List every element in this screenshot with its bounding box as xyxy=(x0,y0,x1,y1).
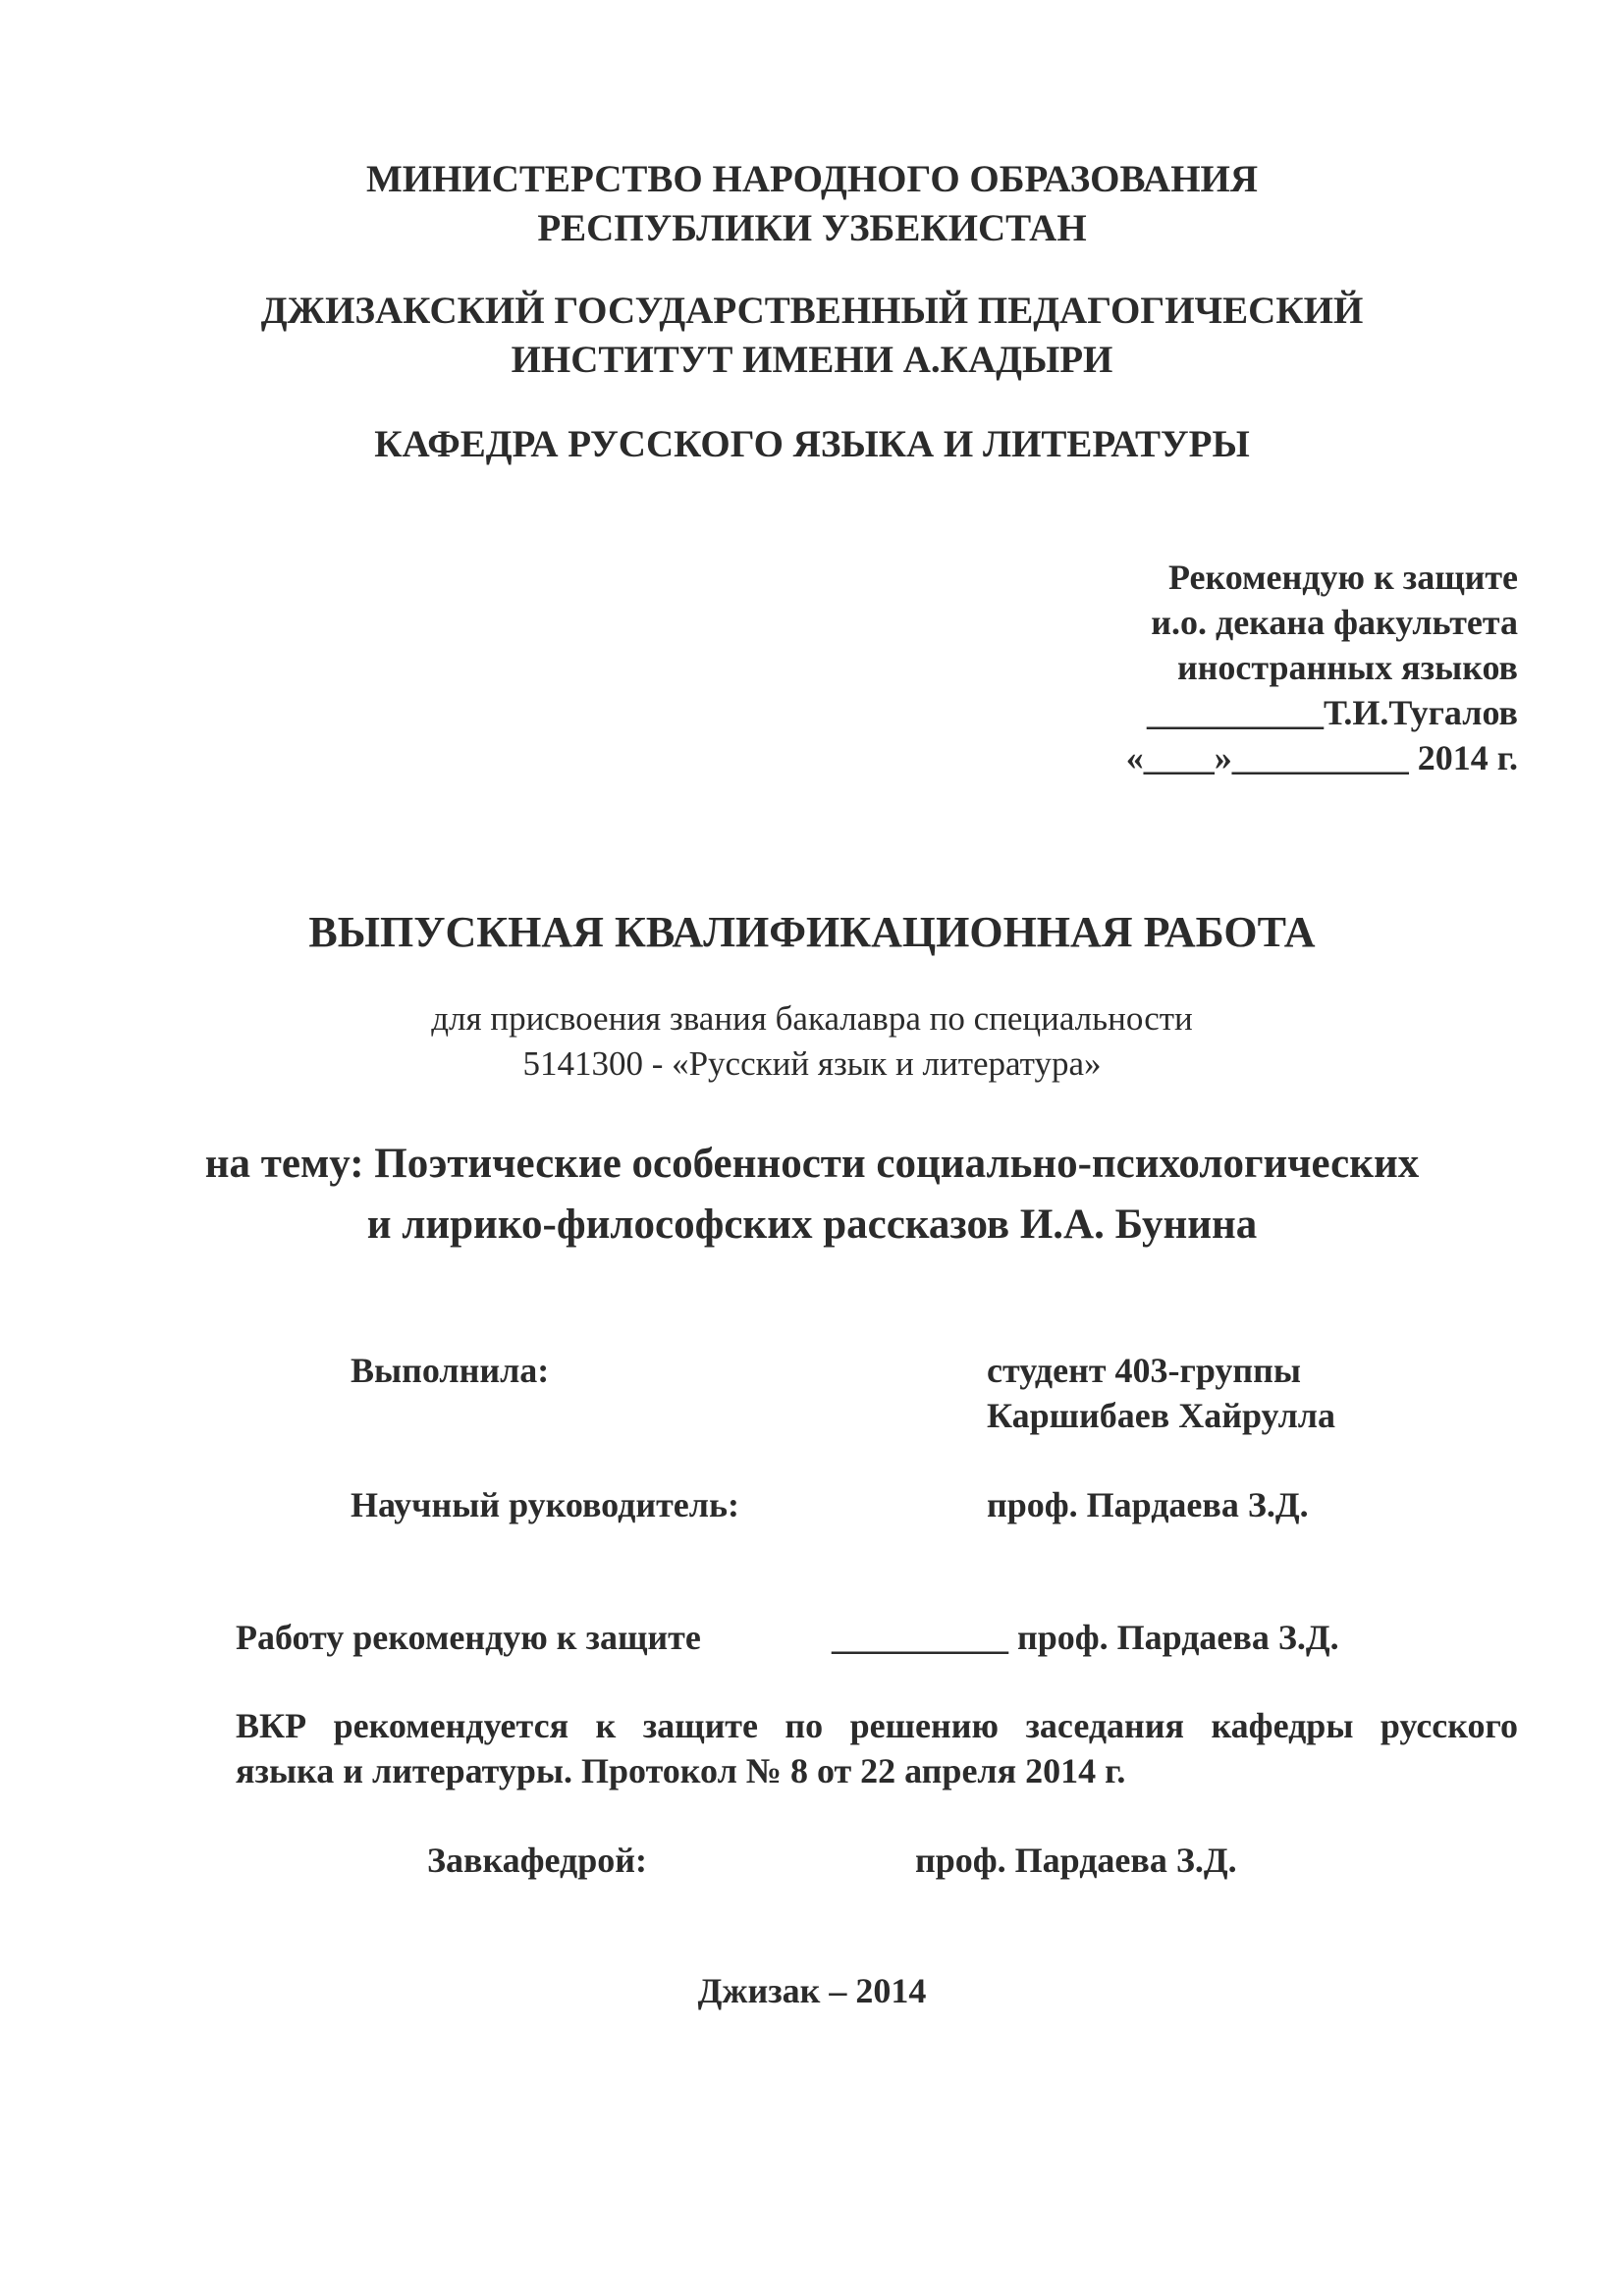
approval-line-1: Рекомендую к защите xyxy=(1167,558,1518,597)
approval-line-3: иностранных языков xyxy=(1176,648,1518,687)
head-of-department-value: проф. Пардаева З.Д. xyxy=(915,1841,1237,1880)
executed-student-name: Каршибаев Хайрулла xyxy=(987,1396,1335,1435)
institute-line-1: ДЖИЗАКСКИЙ ГОСУДАРСТВЕННЫЙ ПЕДАГОГИЧЕСКИЙ xyxy=(260,290,1364,332)
topic-line-1: на тему: Поэтические особенности социально-психологических xyxy=(204,1141,1420,1187)
recommendation-signature: __________ проф. Пардаева З.Д. xyxy=(832,1618,1339,1657)
recommendation-label: Работу рекомендую к защите xyxy=(236,1618,701,1657)
work-title: ВЫПУСКНАЯ КВАЛИФИКАЦИОННАЯ РАБОТА xyxy=(308,908,1316,956)
vkr-line-1: ВКР рекомендуется к защите по решению заседания кафедры русского xyxy=(236,1706,1518,1745)
institute-line-2: ИНСТИТУТ ИМЕНИ А.КАДЫРИ xyxy=(511,339,1113,381)
ministry-line-1: МИНИСТЕРСТВО НАРОДНОГО ОБРАЗОВАНИЯ xyxy=(365,158,1259,200)
executed-label: Выполнила: xyxy=(351,1351,550,1390)
degree-line-1: для присвоения звания бакалавра по специальности xyxy=(431,999,1193,1038)
executed-group: студент 403-группы xyxy=(987,1351,1302,1390)
institute-heading xyxy=(0,287,1624,385)
executed-value xyxy=(987,1348,1335,1438)
degree-description xyxy=(0,996,1624,1087)
ministry-line-2: РЕСПУБЛИКИ УЗБЕКИСТАН xyxy=(537,207,1087,249)
approval-line-4: __________Т.И.Тугалов xyxy=(1146,693,1518,732)
head-of-department-label: Завкафедрой: xyxy=(427,1841,648,1880)
topic-line-2: и лирико-философских рассказов И.А. Бунина xyxy=(366,1201,1258,1248)
approval-line-2: и.о. декана факультета xyxy=(1151,603,1518,642)
work-topic xyxy=(0,1134,1624,1255)
supervisor-value: проф. Пардаева З.Д. xyxy=(987,1485,1309,1524)
approval-block xyxy=(831,555,1518,780)
vkr-protocol-text xyxy=(236,1703,1518,1793)
department-heading: КАФЕДРА РУССКОГО ЯЗЫКА И ЛИТЕРАТУРЫ xyxy=(374,423,1250,465)
vkr-line-2: языка и литературы. Протокол № 8 от 22 апреля 2014 г. xyxy=(236,1751,1126,1790)
city-year: Джизак – 2014 xyxy=(697,1971,927,2010)
degree-line-2: 5141300 - «Русский язык и литература» xyxy=(522,1044,1102,1083)
ministry-heading xyxy=(0,155,1624,253)
supervisor-label: Научный руководитель: xyxy=(351,1485,739,1524)
approval-line-5: «____»__________ 2014 г. xyxy=(1125,738,1518,777)
